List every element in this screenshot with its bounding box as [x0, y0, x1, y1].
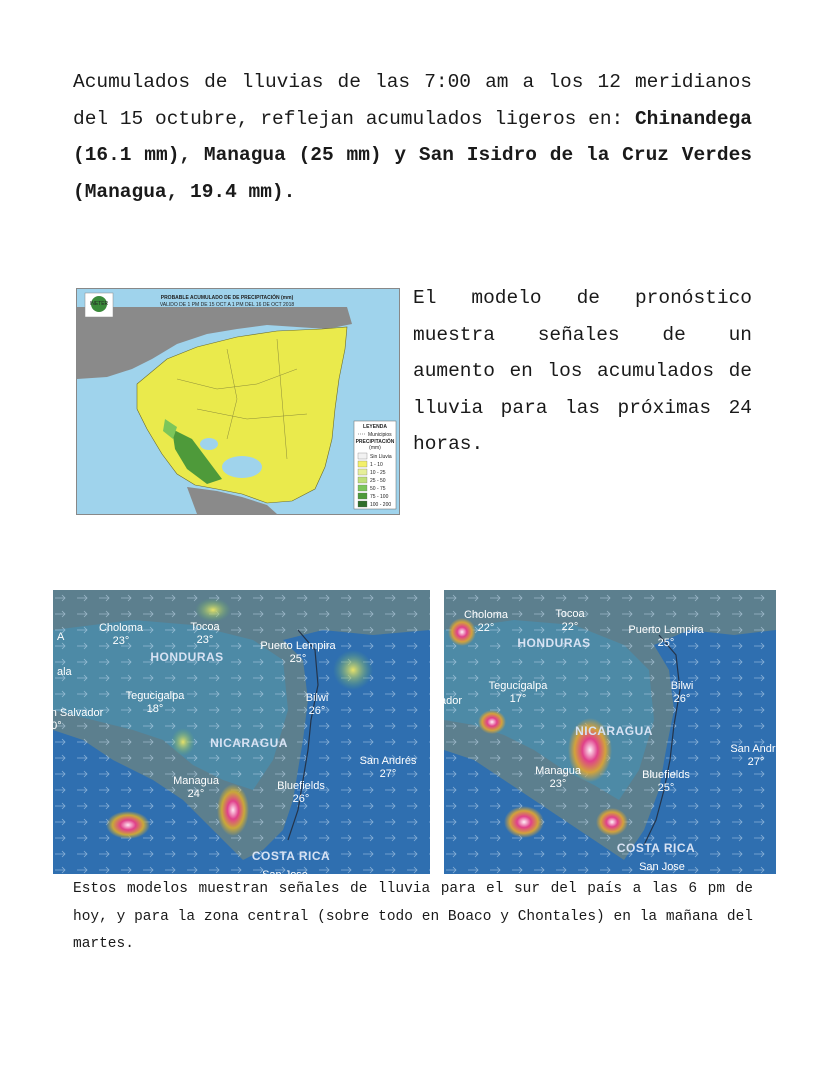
intro-paragraph — [73, 64, 752, 210]
wx1-temp-managua: 24° — [187, 788, 205, 800]
legend-label: 10 - 25 — [370, 470, 386, 476]
wx1-city-tocoa: Tocoa — [190, 621, 220, 633]
wx1-edge-label-3: San Jose — [262, 869, 308, 881]
wx2-temp-managua: 23° — [549, 778, 567, 790]
wx2-city-tegucigalpa: Tegucigalpa — [488, 680, 548, 692]
wx1-city-tegucigalpa: Tegucigalpa — [125, 690, 185, 702]
wx1-temp-tegucigalpa: 18° — [146, 703, 164, 715]
wx1-city-choloma: Choloma — [98, 622, 144, 634]
wx1-city-san-salvador: n Salvador — [50, 707, 104, 719]
wx2-city-bluefields: Bluefields — [642, 769, 690, 781]
intro-text: Acumulados de lluvias de las 7:00 am a los 12 meridianos del 15 octubre, reflejan acumulados ligeros en: — [73, 71, 752, 130]
legend-swatch — [358, 461, 367, 467]
legend-label: 25 - 50 — [370, 478, 386, 484]
wx1-temp-bilwi: 26° — [308, 705, 326, 717]
intro-end: . — [283, 180, 296, 203]
forecast-paragraph: El modelo de pronóstico muestra señales de un aumento en los acumulados de lluvia para las próximas 24 horas. — [413, 287, 752, 455]
precipitation-map — [76, 288, 400, 515]
legend-swatch — [358, 477, 367, 483]
wx2-city-tocoa: Tocoa — [555, 608, 585, 620]
wx2-edge-label-1: ador — [440, 695, 463, 707]
wx1-temp-san-andres: 27° — [379, 768, 397, 780]
wx2-temp-puerto-lempira: 25° — [657, 637, 675, 649]
wx2-country-honduras: HONDURAS — [517, 636, 591, 650]
wx2-city-choloma: Choloma — [463, 609, 509, 621]
wx2-city-bilwi: Bilwi — [670, 680, 694, 692]
wx1-temp-san-salvador: 20° — [45, 720, 62, 732]
wx2-country-nicaragua: NICARAGUA — [575, 724, 653, 738]
models-caption: Estos modelos muestran señales de lluvia para el sur del país a las 6 pm de hoy, y para la zona central (sobre todo en Boaco y Chontales) en la mañana del martes. — [73, 881, 753, 952]
wx1-temp-tocoa: 23° — [196, 634, 214, 646]
wx2-temp-tocoa: 22° — [561, 621, 579, 633]
wx1-city-bilwi: Bilwi — [305, 692, 329, 704]
wx1-edge-label-2: A — [57, 631, 65, 643]
legend-unit: (mm) — [369, 445, 381, 451]
legend-label: Sin Lluvia — [370, 454, 392, 460]
wx2-city-managua: Managua — [535, 765, 581, 777]
wx1-city-managua: Managua — [173, 775, 219, 787]
wx1-temp-choloma: 23° — [112, 635, 130, 647]
wx1-edge-label-1: ala — [57, 666, 72, 678]
weather-model-map-1-graphic — [45, 590, 430, 881]
wx1-country-nicaragua: NICARAGUA — [210, 736, 288, 750]
wx2-temp-tegucigalpa: 17° — [509, 693, 527, 705]
wx2-country-costa-rica: COSTA RICA — [616, 841, 696, 855]
wx1-city-puerto-lempira: Puerto Lempira — [260, 640, 336, 652]
intro-bold-text: Chinandega (16.1 mm), Managua (25 mm) y San Isidro de la Cruz Verdes (Managua, 19.4 mm) — [73, 107, 752, 203]
wx2-edge-label-2: San Jose — [639, 861, 685, 873]
weather-model-map-2 — [440, 590, 782, 874]
weather-model-map-1 — [45, 590, 430, 881]
precipitation-map-graphic — [77, 289, 399, 514]
legend-label: 1 - 10 — [370, 462, 383, 468]
legend-title: LEYENDA — [363, 424, 387, 430]
wx1-country-costa-rica: COSTA RICA — [251, 849, 331, 863]
legend-swatch — [358, 485, 367, 491]
legend-swatch — [358, 469, 367, 475]
wx2-temp-choloma: 22° — [477, 622, 495, 634]
legend-swatch — [358, 501, 367, 507]
legend-precip-title: PRECIPITACIÓN — [355, 439, 395, 445]
wx2-temp-bluefields: 25° — [657, 782, 675, 794]
legend-municipios: Municipios — [368, 432, 392, 438]
weather-model-map-2-graphic — [440, 590, 782, 874]
legend-label: 50 - 75 — [370, 486, 386, 492]
wx1-city-san-andres: San Andrés — [359, 755, 417, 767]
wx1-country-honduras: HONDURAS — [150, 650, 224, 664]
wx2-city-san-andres: San Andre — [730, 743, 782, 755]
wx1-temp-puerto-lempira: 25° — [289, 653, 307, 665]
wx1-temp-bluefields: 26° — [292, 793, 310, 805]
legend-swatch — [358, 453, 367, 459]
legend-label: 75 - 100 — [370, 494, 389, 500]
map-subtitle: VALIDO DE 1 PM DE 15 OCT A 1 PM DEL 16 DE OCT 2018 — [159, 302, 295, 308]
wx1-city-bluefields: Bluefields — [277, 780, 325, 792]
legend-swatch — [358, 493, 367, 499]
wx2-temp-san-andres: 27° — [747, 756, 765, 768]
wx2-temp-bilwi: 26° — [673, 693, 691, 705]
map-title: PROBABLE ACUMULADO DE DE PRECIPITACIÓN (mm) — [160, 295, 294, 301]
wx2-city-puerto-lempira: Puerto Lempira — [628, 624, 704, 636]
map-logo: INETER — [89, 301, 109, 307]
legend-label: 100 - 200 — [370, 502, 392, 508]
